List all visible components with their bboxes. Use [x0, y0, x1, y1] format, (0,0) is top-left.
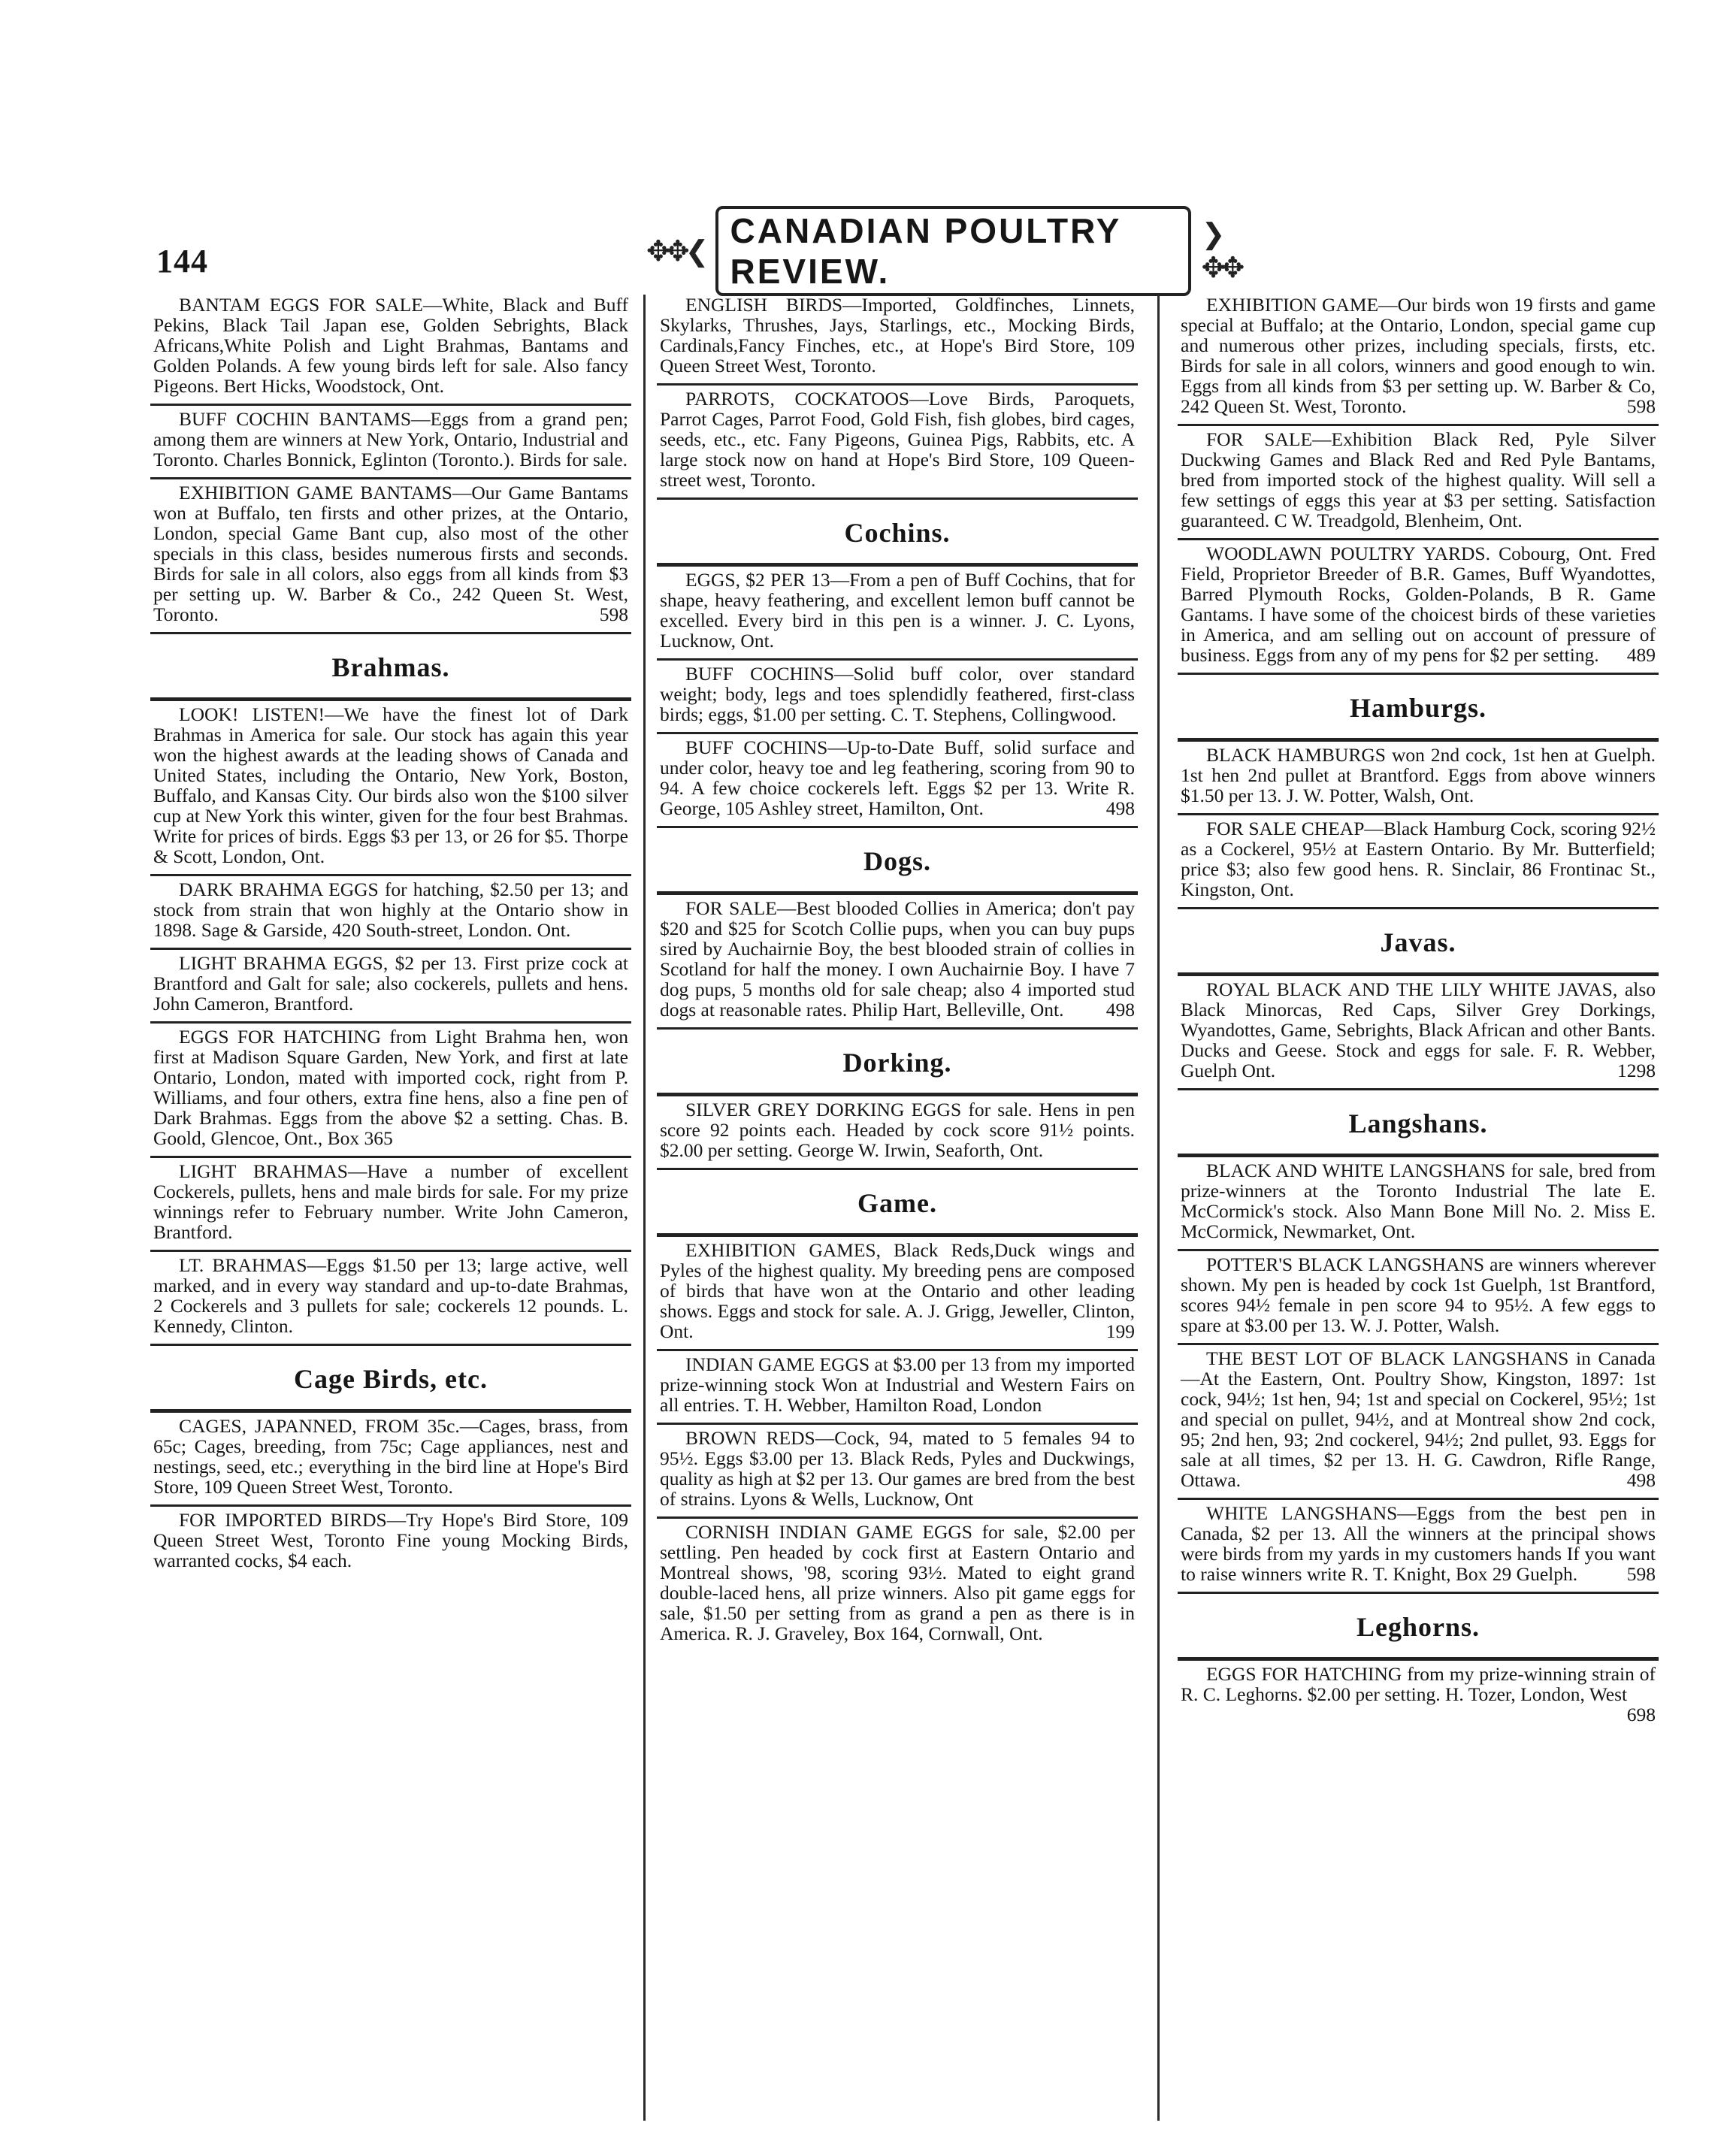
ad-text	[660, 1240, 1135, 1341]
ad-text: FOR SALE—Exhibition Black Red, Pyle Silver Duckwing Games and Black Red and Red Pyle Bantams, bred from imported stock of the highest quality. Will sell a few settings of eggs this year at $3 per setting. Satisfaction guaranteed. C W. Treadgold, Blenheim, Ont.	[1181, 428, 1656, 531]
ad-text: PARROTS, COCKATOOS—Love Birds, Paroquets, Parrot Cages, Parrot Food, Gold Fish, fish globes, bird cages, seeds, etc., etc. Fany Pigeons, Guinea Pigs, Rabbits, etc. A large stock now on hand at Hope's Bird Store, 109 Queen-street west, Toronto.	[660, 388, 1135, 491]
page-number: 144	[156, 243, 208, 280]
ad-text	[1181, 1503, 1656, 1584]
ad-text	[1181, 979, 1656, 1081]
section-heading: Brahmas.	[150, 632, 631, 697]
ad-text: FOR SALE CHEAP—Black Hamburg Cock, scoring 92½ as a Cockerel, 95½ at Eastern Ontario. By Mr. Butterfield; price $3; also few good hens. R. Sinclair, 86 Frontinac St., Kingston, Ont.	[1181, 818, 1656, 900]
ad-text: BANTAM EGGS FOR SALE—White, Black and Buff Pekins, Black Tail Japan ese, Golden Sebrights, Black Africans,White Polish and Light Brahmas, Bantams and Golden Polands. A few young birds left for sale. Also fancy Pigeons. Bert Hicks, Woodstock, Ont.	[153, 294, 628, 397]
classified-ad	[150, 1504, 631, 1578]
ad-text: FOR IMPORTED BIRDS—Try Hope's Bird Store, 109 Queen Street West, Toronto Fine young Mocking Birds, warranted cocks, $4 each.	[153, 1509, 628, 1571]
ad-code-number: 498	[1105, 999, 1135, 1021]
ad-text: LIGHT BRAHMAS—Have a number of excellent Cockerels, pullets, hens and male birds for sale. For my prize winnings refer to February number. Write John Cameron, Brantford.	[153, 1160, 628, 1243]
classified-ad	[657, 1093, 1138, 1168]
ad-code-number: 598	[599, 603, 628, 625]
masthead-flourish-right: ❯✥✥	[1201, 219, 1241, 284]
classified-ad	[657, 383, 1138, 497]
ad-text: INDIAN GAME EGGS at $3.00 per 13 from my imported prize-winning stock Won at Industrial and Western Fairs on all entries. T. H. Webber, Hamilton Road, London	[660, 1353, 1135, 1416]
classified-ad	[657, 1349, 1138, 1423]
ad-text	[1181, 543, 1656, 665]
ad-body: WOODLAWN POULTRY YARDS. Cobourg, Ont. Fred Field, Proprietor Breeder of B.R. Games, Buff Wyandottes, Barred Plymouth Rocks, Golden-Polands, B R. Game Gantams. I have some of the choicest birds of these varieties in America, and am selling out on account of pressure of business. Eggs from any of my pens for $2 per setting.	[1181, 543, 1656, 666]
ad-code-number: 489	[1626, 644, 1656, 666]
ad-text: LOOK! LISTEN!—We have the finest lot of Dark Brahmas in America for sale. Our stock has again this year won the highest awards at the leading shows of Canada and United States, including the Ontario, New York, Boston, Buffalo, and Kansas City. Our birds also won the $100 silver cup at New York this winter, given for the four best Brahmas. Write for prices of birds. Eggs $3 per 13, or 26 for $5. Thorpe & Scott, London, Ont.	[153, 703, 628, 867]
column-2	[657, 292, 1138, 1651]
classified-ad	[150, 1156, 631, 1250]
ad-text: CAGES, JAPANNED, FROM 35c.—Cages, brass, from 65c; Cages, breeding, from 75c; Cage appliances, nest and nestings, seed, etc.; everything in the bird line at Hope's Bird Store, 109 Queen Street West, Toronto.	[153, 1415, 628, 1498]
ad-body: EXHIBITION GAME BANTAMS—Our Game Bantams won at Buffalo, ten firsts and other prizes, at the Ontario, London, special Game Bant cup, also most of the other specials in this class, besides numerous firsts and seconds. Birds for sale in all colors, also eggs from all kinds from $3 per setting up. W. Barber & Co., 242 Queen St. West, Toronto.	[153, 482, 628, 625]
classified-ad	[150, 477, 631, 632]
ad-code-number: 199	[1105, 1320, 1135, 1342]
column-divider	[643, 295, 646, 2121]
ad-text: CORNISH INDIAN GAME EGGS for sale, $2.00 per settling. Pen headed by cock first at Eastern Ontario and Montreal shows, '98, scoring 93½. Mated to eight grand double-laced hens, all prize winners. Also pit game eggs for sale, $1.50 per setting from as grand a pen as there is in America. R. J. Graveley, Box 164, Cornwall, Ont.	[660, 1521, 1135, 1644]
section-heading: Cage Birds, etc.	[150, 1344, 631, 1409]
column-3	[1178, 292, 1659, 1725]
classified-ad	[150, 404, 631, 477]
ad-text	[153, 482, 628, 624]
column-divider	[1157, 295, 1160, 2121]
ad-text	[660, 737, 1135, 818]
classified-ad	[657, 292, 1138, 383]
ad-text: ENGLISH BIRDS—Imported, Goldfinches, Linnets, Skylarks, Thrushes, Jays, Starlings, etc., Mocking Birds, Cardinals,Fancy Finches, etc., at Hope's Bird Store, 109 Queen Street West, Toronto.	[660, 294, 1135, 376]
section-heading: Cochins.	[657, 497, 1138, 563]
classified-ad	[150, 292, 631, 404]
classified-ad	[657, 732, 1138, 826]
section-heading: Game.	[657, 1168, 1138, 1233]
column-1	[150, 292, 631, 1578]
section-heading: Langshans.	[1178, 1088, 1659, 1154]
ad-code-number: 1298	[1617, 1060, 1656, 1081]
classified-ad	[150, 1409, 631, 1504]
classified-ad	[150, 948, 631, 1021]
classified-ad	[657, 1516, 1138, 1651]
ad-code-number: 498	[1105, 797, 1135, 819]
ad-body: THE BEST LOT OF BLACK LANGSHANS in Canada—At the Eastern, Ont. Poultry Show, Kingston, 1897: 1st cock, 94½; 1st hen, 94; 1st and special on Cockerel, 95½; 1st and special on pullet, 94½, and at Montreal show 2nd cock, 95; 2nd hen, 93; 2nd cockerel, 94½; 2nd pullet, 93. Eggs for sale at all times, $2 per 13. H. G. Cawdron, Rifle Range, Ottawa.	[1181, 1347, 1656, 1491]
ad-body: FOR SALE—Best blooded Collies in America; don't pay $20 and $25 for Scotch Collie pups, when you can buy pups sired by Auchairnie Boy, the best blooded strain of collies in Scotland for half the money. I own Auchairnie Boy. I have 7 dog pups, 5 months old for sale cheap; also 4 imported stud dogs at reasonable rates. Philip Hart, Belleville, Ont.	[660, 897, 1135, 1021]
ad-code-number: 698	[1626, 1704, 1656, 1725]
ad-code-number: 498	[1626, 1469, 1656, 1491]
section-heading: Leghorns.	[1178, 1592, 1659, 1657]
ad-text	[660, 898, 1135, 1020]
classified-ad	[1178, 1498, 1659, 1592]
ad-text: SILVER GREY DORKING EGGS for sale. Hens in pen score 92 points each. Headed by cock score 91½ points. $2.00 per setting. George W. Irwin, Seaforth, Ont.	[660, 1099, 1135, 1161]
ad-text	[1181, 295, 1656, 416]
ad-text: DARK BRAHMA EGGS for hatching, $2.50 per 13; and stock from strain that won highly at the Ontario show in 1898. Sage & Garside, 420 South-street, London. Ont.	[153, 878, 628, 941]
ad-body: BUFF COCHINS—Up-to-Date Buff, solid surface and under color, heavy toe and leg feathering, scoring from 90 to 94. A few choice cockerels left. Eggs $2 per 13. Write R. George, 105 Ashley street, Hamilton, Ont.	[660, 736, 1135, 819]
ad-body: EGGS FOR HATCHING from my prize-winning strain of R. C. Leghorns. $2.00 per setting. H. Tozer, London, West	[1181, 1663, 1656, 1705]
ad-body: WHITE LANGSHANS—Eggs from the best pen in Canada, $2 per 13. All the winners at the principal shows were birds from my yards in my customers hands If you want to raise winners write R. T. Knight, Box 29 Guelph.	[1181, 1502, 1656, 1585]
classified-ad	[1178, 1154, 1659, 1249]
classified-ad	[657, 658, 1138, 732]
ad-text: BROWN REDS—Cock, 94, mated to 5 females 94 to 95½. Eggs $3.00 per 13. Black Reds, Pyles and Duckwings, quality as high at $2 per 13. Our games are bred from the best of strains. Lyons & Wells, Lucknow, Ont	[660, 1427, 1135, 1510]
classified-ad	[1178, 424, 1659, 538]
ad-body: EXHIBITION GAMES, Black Reds,Duck wings and Pyles of the highest quality. My breeding pens are composed of birds that have won at the Ontario and other leading shows. Eggs and stock for sale. A. J. Grigg, Jeweller, Clinton, Ont.	[660, 1239, 1135, 1342]
ad-body: EXHIBITION GAME—Our birds won 19 firsts and game special at Buffalo; at the Ontario, London, special game cup and numerous other prizes, including specials, firsts, etc. Birds for sale in all colors, winners and good enough to win. Eggs from all kinds from $3 per setting up. W. Barber & Co, 242 Queen St. West, Toronto.	[1181, 294, 1656, 417]
classified-ad	[150, 874, 631, 948]
classified-ad	[150, 1250, 631, 1344]
classified-ad	[657, 891, 1138, 1027]
section-heading: Dorking.	[657, 1027, 1138, 1093]
classified-ad	[150, 1021, 631, 1156]
ad-code-number: 598	[1626, 395, 1656, 417]
classified-ad	[1178, 738, 1659, 813]
ad-text: BLACK HAMBURGS won 2nd cock, 1st hen at Guelph. 1st hen 2nd pullet at Brantford. Eggs from above winners $1.50 per 13. J. W. Potter, Walsh, Ont.	[1181, 744, 1656, 806]
masthead-title: CANADIAN POULTRY REVIEW.	[715, 206, 1191, 296]
ad-text	[1181, 1663, 1656, 1725]
ad-text: LIGHT BRAHMA EGGS, $2 per 13. First prize cock at Brantford and Galt for sale; also cockerels, pullets and hens. John Cameron, Brantford.	[153, 952, 628, 1014]
section-heading: Javas.	[1178, 907, 1659, 972]
classified-ad	[1178, 813, 1659, 907]
ad-body: ROYAL BLACK AND THE LILY WHITE JAVAS, also Black Minorcas, Red Caps, Silver Grey Dorkings, Wyandottes, Game, Sebrights, Black African and other Bants. Ducks and Geese. Stock and eggs for sale. F. R. Webber, Guelph Ont.	[1181, 978, 1656, 1081]
ad-text: EGGS FOR HATCHING from Light Brahma hen, won first at Madison Square Garden, New York, and first at late Ontario, London, mated with imported cock, right from P. Williams, and four others, extra fine hens, also a fine pen of Dark Brahmas. Eggs from the above $2 a setting. Chas. B. Goold, Glencoe, Ont., Box 365	[153, 1026, 628, 1149]
ad-text: LT. BRAHMAS—Eggs $1.50 per 13; large active, well marked, and in every way standard and up-to-date Brahmas, 2 Cockerels and 3 pullets for sale; cockerels 12 pounds. L. Kennedy, Clinton.	[153, 1254, 628, 1337]
masthead-flourish-left: ✥✥❮	[646, 235, 705, 268]
classified-ad	[1178, 292, 1659, 424]
classified-ad	[657, 1233, 1138, 1349]
classified-ad	[1178, 1343, 1659, 1498]
section-heading: Hamburgs.	[1178, 673, 1659, 738]
ad-text: EGGS, $2 PER 13—From a pen of Buff Cochins, that for shape, heavy feathering, and excellent lemon buff cannot be excelled. Every bird in this pen is a winner. J. C. Lyons, Lucknow, Ont.	[660, 569, 1135, 652]
classified-ad	[1178, 1249, 1659, 1343]
ad-code-number: 598	[1626, 1563, 1656, 1585]
ad-text: BUFF COCHIN BANTAMS—Eggs from a grand pen; among them are winners at New York, Ontario, Industrial and Toronto. Charles Bonnick, Eglinton (Toronto.). Birds for sale.	[153, 408, 628, 470]
classified-ad	[657, 563, 1138, 658]
ad-text	[1181, 1348, 1656, 1490]
classified-ad	[1178, 1657, 1659, 1725]
ad-text: BUFF COCHINS—Solid buff color, over standard weight; body, legs and toes splendidly feathered, first-class birds; eggs, $1.00 per setting. C. T. Stephens, Collingwood.	[660, 663, 1135, 725]
section-heading: Dogs.	[657, 826, 1138, 891]
classified-ad	[1178, 972, 1659, 1088]
classified-ad	[1178, 538, 1659, 673]
classified-ad	[657, 1423, 1138, 1516]
classified-ad	[150, 697, 631, 874]
ad-text: BLACK AND WHITE LANGSHANS for sale, bred from prize-winners at the Toronto Industrial The late E. McCormick's stock. Also Mann Bone Mill No. 2. Miss E. McCormick, Newmarket, Ont.	[1181, 1160, 1656, 1242]
ad-text: POTTER'S BLACK LANGSHANS are winners wherever shown. My pen is headed by cock 1st Guelph, 1st Brantford, scores 94½ female in pen score 94 to 95½. A few eggs to spare at $3.00 per 13. W. J. Potter, Walsh.	[1181, 1253, 1656, 1336]
masthead	[646, 211, 1248, 291]
